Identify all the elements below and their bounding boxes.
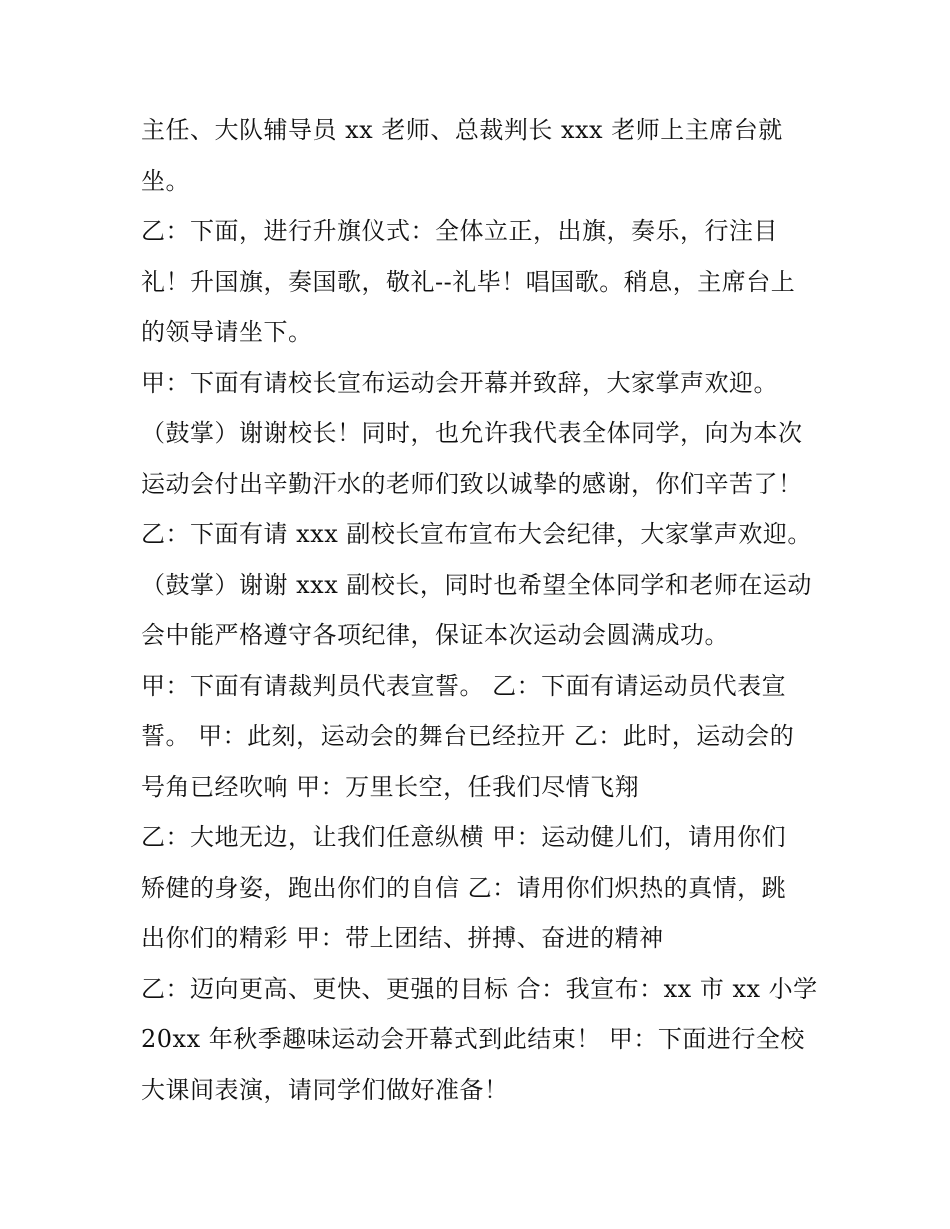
text-line: 20xx 年秋季趣味运动会开幕式到此结束！ 甲：下面进行全校 — [141, 1025, 805, 1053]
text-line: （鼓掌）谢谢校长！同时，也允许我代表全体同学，向为本次 — [141, 419, 803, 447]
text-line: 乙：大地无边，让我们任意纵横 甲：运动健儿们，请用你们 — [141, 823, 787, 851]
text-line: 乙：下面有请 xxx 副校长宣布宣布大会纪律，大家掌声欢迎。 — [141, 520, 812, 548]
text-line: 甲：下面有请校长宣布运动会开幕并致辞，大家掌声欢迎。 — [141, 369, 778, 397]
text-line: 甲：下面有请裁判员代表宣誓。 乙：下面有请运动员代表宣 — [141, 672, 787, 700]
text-line: 坐。 — [141, 167, 190, 195]
text-line: （鼓掌）谢谢 xxx 副校长，同时也希望全体同学和老师在运动 — [141, 571, 812, 599]
text-line: 主任、大队辅导员 xx 老师、总裁判长 xxx 老师上主席台就 — [141, 116, 783, 144]
text-line: 矫健的身姿，跑出你们的自信 乙：请用你们炽热的真情，跳 — [141, 874, 787, 902]
text-line: 的领导请坐下。 — [141, 318, 313, 346]
text-line: 礼！升国旗，奏国歌，敬礼--礼毕！唱国歌。稍息，主席台上 — [141, 268, 796, 296]
text-line: 誓。 甲：此刻，运动会的舞台已经拉开 乙：此时，运动会的 — [141, 722, 795, 750]
text-line: 乙：迈向更高、更快、更强的目标 合：我宣布：xx 市 xx 小学 — [141, 975, 818, 1003]
text-line: 出你们的精彩 甲：带上团结、拼搏、奋进的精神 — [141, 924, 664, 952]
text-line: 大课间表演，请同学们做好准备！ — [141, 1076, 509, 1104]
text-line: 会中能严格遵守各项纪律，保证本次运动会圆满成功。 — [141, 621, 729, 649]
text-line: 运动会付出辛勤汗水的老师们致以诚挚的感谢，你们辛苦了！ — [141, 470, 803, 498]
text-line: 乙：下面，进行升旗仪式：全体立正，出旗，奏乐，行注目 — [141, 217, 778, 245]
text-line: 号角已经吹响 甲：万里长空，任我们尽情飞翔 — [141, 773, 640, 801]
